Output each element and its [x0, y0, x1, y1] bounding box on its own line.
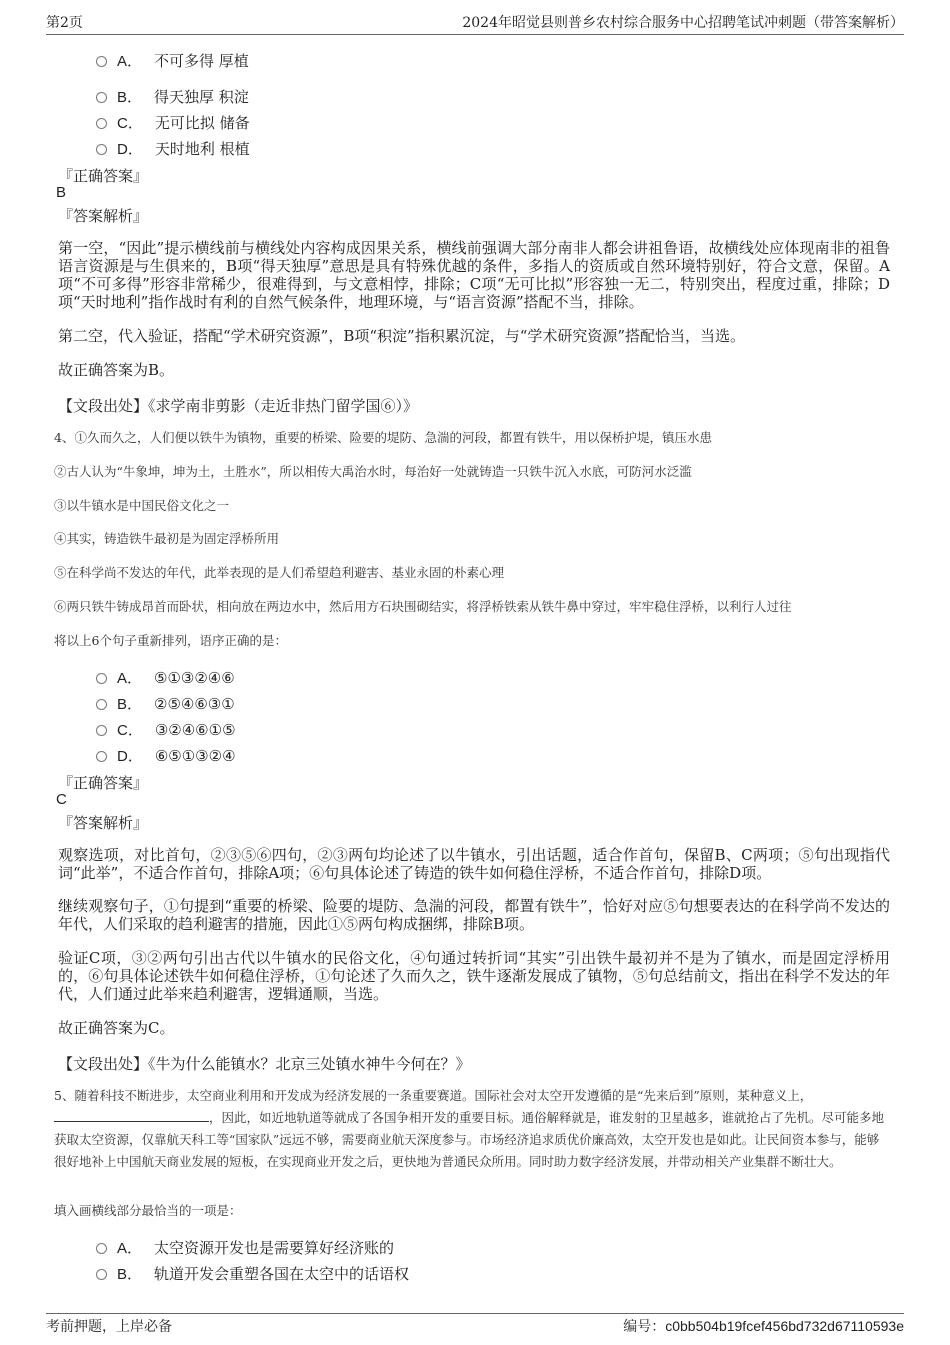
question-prompt: 将以上6个句子重新排列，语序正确的是： — [54, 633, 287, 648]
question-prompt: 填入画横线部分最恰当的一项是： — [54, 1203, 242, 1218]
radio-icon[interactable] — [96, 751, 107, 762]
option-text: 无可比拟 储备 — [154, 114, 250, 132]
analysis-label: 『答案解析』 — [58, 814, 149, 832]
page-number: 第2页 — [46, 15, 83, 31]
document-code — [623, 1316, 904, 1336]
source-citation: 【文段出处】《牛为什么能镇水？北京三处镇水神牛今何在？》 — [58, 1055, 471, 1073]
question-line: 4、①久而久之，人们便以铁牛为镇物，重要的桥梁、险要的堤防、急湍的河段，都置有铁牛，用以保桥护堤，镇压水患 — [54, 430, 712, 445]
analysis-paragraph: 验证C项，③②两句引出古代以牛镇水的民俗文化，④句通过转折词“其实”引出铁牛最初并不是为了镇水，而是固定浮桥用的，⑥句具体论述铁牛如何稳住浮桥，①句论述了久而久之，铁牛逐渐发展成了镇物，⑤句总结前文，指出在科学不发达的年代，人们通过此举来趋利避害，逻辑通顺，当选。 — [58, 949, 890, 1003]
radio-icon[interactable] — [96, 56, 107, 67]
option-text: 天时地利 根植 — [154, 140, 250, 158]
code-value: c0bb504b19fcef456bd732d67110593e — [665, 1318, 904, 1334]
option-a[interactable]: A． 不可多得 厚植 — [96, 50, 249, 71]
radio-icon[interactable] — [96, 699, 107, 710]
answer-value: B — [56, 184, 67, 201]
analysis-paragraph: 观察选项，对比首句，②③⑤⑥四句，②③两句均论述了以牛镇水，引出话题，适合作首句，保留B、C两项；⑤句出现指代词“此举”，不适合作首句，排除A项；⑥句具体论述了铸造的铁牛如何稳住浮桥，不适合作首句，排除D项。 — [58, 846, 890, 882]
option-text: ③②④⑥①⑤ — [154, 720, 236, 739]
page-header — [46, 12, 904, 35]
source-citation: 【文段出处】《求学南非剪影（走近非热门留学国⑥）》 — [58, 397, 419, 415]
question-stem — [54, 1085, 890, 1173]
option-text: 太空资源开发也是需要算好经济账的 — [154, 1239, 395, 1257]
analysis-label: 『答案解析』 — [58, 207, 149, 225]
document-title: 2024年昭觉县则普乡农村综合服务中心招聘笔试冲刺题（带答案解析） — [462, 15, 904, 31]
option-c[interactable]: C． 无可比拟 储备 — [96, 112, 250, 133]
analysis-paragraph: 故正确答案为B。 — [58, 361, 175, 379]
analysis-paragraph: 第二空，代入验证，搭配“学术研究资源”，B项“积淀”指积累沉淀，与“学术研究资源”搭配恰当，当选。 — [58, 327, 746, 345]
radio-icon[interactable] — [96, 1269, 107, 1280]
option-a[interactable]: A． 太空资源开发也是需要算好经济账的 — [96, 1237, 394, 1258]
option-text: ②⑤④⑥③① — [154, 694, 235, 713]
footer-slogan: 考前押题，上岸必备 — [46, 1319, 172, 1335]
option-text: 得天独厚 积淀 — [154, 88, 249, 106]
stem-before: 5、随着科技不断进步，太空商业利用和开发成为经济发展的一条重要赛道。国际社会对太空开发遵循的是“先来后到”原则，某种意义上， — [54, 1088, 813, 1103]
radio-icon[interactable] — [96, 1243, 107, 1254]
page-footer — [46, 1313, 904, 1336]
analysis-paragraph: 第一空，“因此”提示横线前与横线处内容构成因果关系，横线前强调大部分南非人都会讲祖鲁语，故横线处应体现南非的祖鲁语言资源是与生俱来的，B项“得天独厚”意思是具有特殊优越的条件，多指人的资质或自然环境特别好，符合文意，保留。A项“不可多得”形容非常稀少，很难得到，与文意相悖，排除；C项“无可比拟”形容独一无二，特别突出，程度过重，排除；D项“天时地利”指作战时有利的自然气候条件，地理环境，与“语言资源”搭配不当，排除。 — [58, 239, 890, 311]
question-line: ④其实，铸造铁牛最初是为固定浮桥所用 — [54, 531, 280, 546]
radio-icon[interactable] — [96, 118, 107, 129]
option-b[interactable]: B． ②⑤④⑥③① — [96, 693, 235, 714]
question-line: ⑤在科学尚不发达的年代，此举表现的是人们希望趋利避害、基业永固的朴素心理 — [54, 565, 505, 580]
option-b[interactable]: B． 得天独厚 积淀 — [96, 86, 249, 107]
option-text: 不可多得 厚植 — [154, 52, 249, 70]
option-text: ⑤①③②④⑥ — [154, 668, 235, 687]
option-text: ⑥⑤①③②④ — [154, 746, 236, 765]
stem-after: ，因此，如近地轨道等就成了各国争相开发的重要目标。通俗解释就是，谁发射的卫星越多，谁就抢占了先机。尽可能多地获取太空资源，仅靠航天科工等“国家队”远远不够，需要商业航天深度参与。市场经济追求质优价廉高效，太空开发也是如此。让民间资本参与，能够很好地补上中国航天商业发展的短板，在实现商业开发之后，更快地为普通民众所用。同时助力数字经济发展，并带动相关产业集群不断壮大。 — [54, 1110, 885, 1169]
radio-icon[interactable] — [96, 144, 107, 155]
option-d[interactable]: D． 天时地利 根植 — [96, 138, 250, 159]
option-d[interactable]: D． ⑥⑤①③②④ — [96, 745, 236, 766]
fill-blank — [54, 1109, 209, 1122]
question-line: ⑥两只铁牛铸成昂首而卧状，相向放在两边水中，然后用方石块围砌结实，将浮桥铁索从铁牛鼻中穿过，牢牢稳住浮桥，以利行人过往 — [54, 599, 792, 614]
question-line: ③以牛镇水是中国民俗文化之一 — [54, 498, 230, 513]
answer-label: 『正确答案』 — [58, 167, 149, 185]
option-a[interactable]: A． ⑤①③②④⑥ — [96, 667, 235, 688]
answer-value: C — [56, 791, 67, 808]
option-b[interactable]: B． 轨道开发会重塑各国在太空中的话语权 — [96, 1263, 409, 1284]
option-c[interactable]: C． ③②④⑥①⑤ — [96, 719, 236, 740]
code-label: 编号： — [623, 1319, 666, 1335]
analysis-paragraph: 继续观察句子，①句提到“重要的桥梁、险要的堤防、急湍的河段，都置有铁牛”，恰好对应⑤句想要表达的在科学尚不发达的年代，人们采取的趋利避害的措施，因此①⑤两句构成捆绑，排除B项。 — [58, 897, 890, 933]
answer-label: 『正确答案』 — [58, 774, 149, 792]
question-line: ②古人认为“牛象坤，坤为土，土胜水”，所以相传大禹治水时，每治好一处就铸造一只铁牛沉入水底，可防河水泛滥 — [54, 464, 692, 479]
analysis-paragraph: 故正确答案为C。 — [58, 1019, 175, 1037]
radio-icon[interactable] — [96, 673, 107, 684]
radio-icon[interactable] — [96, 92, 107, 103]
radio-icon[interactable] — [96, 725, 107, 736]
option-text: 轨道开发会重塑各国在太空中的话语权 — [154, 1265, 410, 1283]
